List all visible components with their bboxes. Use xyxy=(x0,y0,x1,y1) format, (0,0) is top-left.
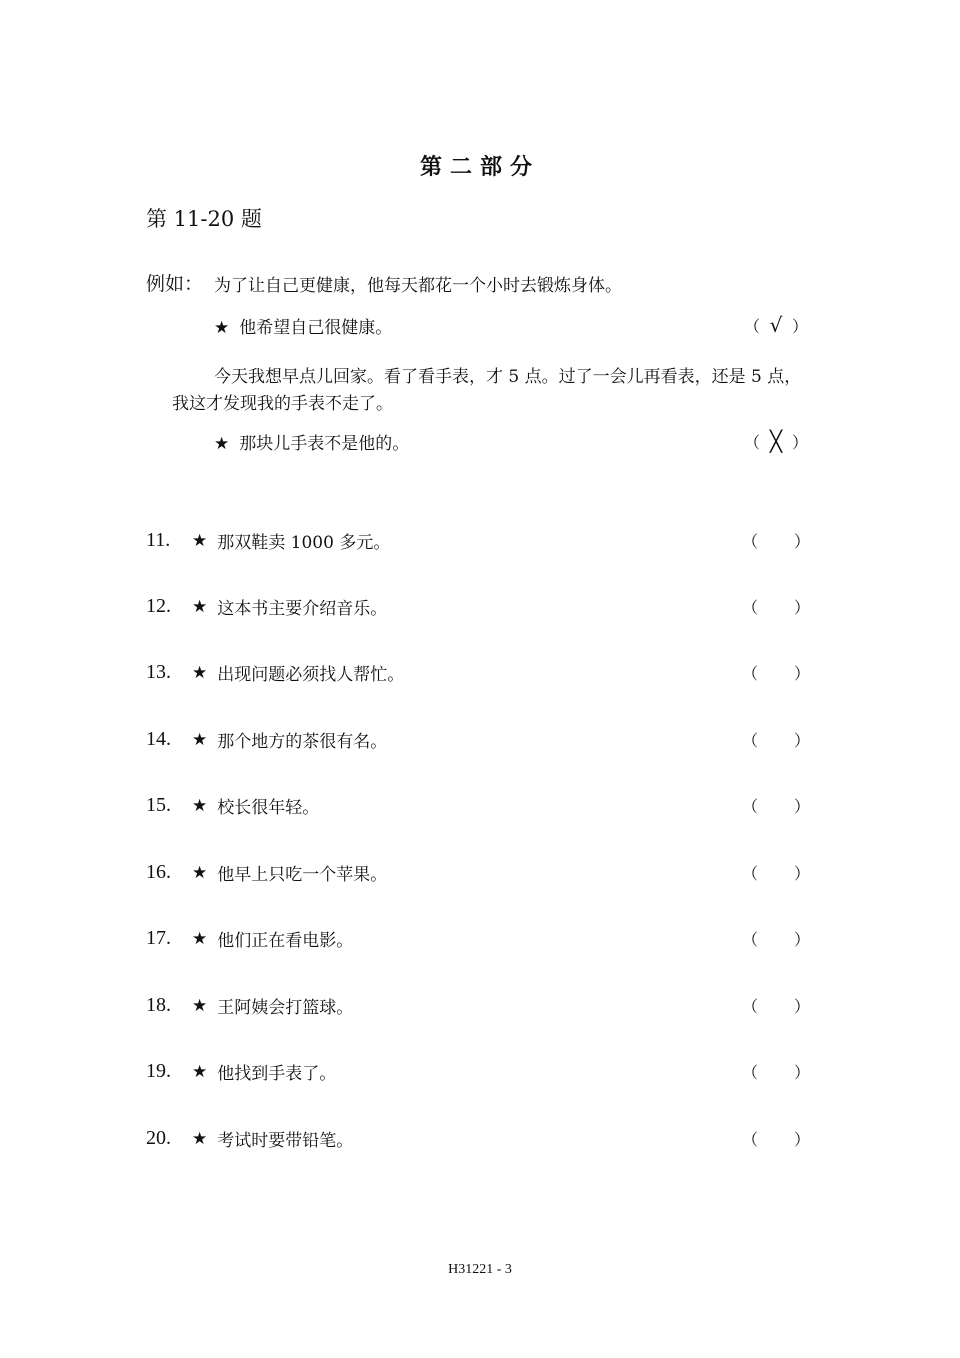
question-number: 15. xyxy=(146,794,171,816)
question-number: 11. xyxy=(146,529,171,551)
statement-text: 他希望自己很健康。 xyxy=(239,318,393,338)
paren-open: （ xyxy=(742,930,759,949)
star-icon: ★ xyxy=(214,318,230,338)
answer-blank[interactable] xyxy=(742,927,810,950)
paren-open: （ xyxy=(742,1063,759,1082)
question-number: 13. xyxy=(146,661,171,683)
question-text: 他找到手表了。 xyxy=(217,1064,337,1084)
star-icon: ★ xyxy=(192,530,208,551)
question-text: 那个地方的茶很有名。 xyxy=(217,732,388,752)
paren-close: ） xyxy=(793,532,810,551)
question-number: 17. xyxy=(146,927,171,949)
star-icon: ★ xyxy=(192,662,208,683)
paren-open: （ xyxy=(742,864,759,883)
paren-open: （ xyxy=(744,432,761,452)
star-icon: ★ xyxy=(192,729,208,750)
answer-blank[interactable] xyxy=(742,994,810,1017)
star-icon: ★ xyxy=(192,928,208,949)
question-number: 12. xyxy=(146,595,171,617)
question-row xyxy=(146,660,810,685)
paren-close: ） xyxy=(793,598,810,617)
example-answer-2 xyxy=(744,429,808,453)
question-row xyxy=(146,926,810,951)
answer-blank[interactable] xyxy=(742,728,810,751)
paren-close: ） xyxy=(793,1063,810,1082)
paren-close: ） xyxy=(793,864,810,883)
star-icon: ★ xyxy=(192,995,208,1016)
paren-close: ） xyxy=(793,731,810,750)
paren-close: ） xyxy=(791,432,808,452)
answer-blank[interactable] xyxy=(742,1060,810,1083)
answer-blank[interactable] xyxy=(742,529,810,552)
question-text: 他们正在看电影。 xyxy=(217,931,354,951)
example-passage-1: 为了让自己更健康，他每天都花一个小时去锻炼身体。 xyxy=(214,276,622,296)
star-icon: ★ xyxy=(192,795,208,816)
paren-open: （ xyxy=(744,316,761,336)
paren-open: （ xyxy=(742,731,759,750)
answer-blank[interactable] xyxy=(742,794,810,817)
question-number: 16. xyxy=(146,861,171,883)
example-answer-1 xyxy=(744,313,808,337)
question-row xyxy=(146,528,810,553)
cross-mark-icon: ╳ xyxy=(769,429,783,453)
section-title: 第二部分 xyxy=(419,155,540,180)
question-text: 出现问题必须找人帮忙。 xyxy=(217,665,405,685)
answer-blank[interactable] xyxy=(742,661,810,684)
question-number: 20. xyxy=(146,1127,171,1149)
paren-close: ） xyxy=(793,797,810,816)
question-row xyxy=(146,594,810,619)
paren-close: ） xyxy=(793,664,810,683)
answer-blank[interactable] xyxy=(742,861,810,884)
answer-blank[interactable] xyxy=(742,595,810,618)
star-icon: ★ xyxy=(192,1061,208,1082)
paren-close: ） xyxy=(791,316,808,336)
paren-close: ） xyxy=(793,997,810,1016)
paren-open: （ xyxy=(742,797,759,816)
star-icon: ★ xyxy=(192,1128,208,1149)
paren-close: ） xyxy=(793,930,810,949)
star-icon: ★ xyxy=(214,434,230,454)
question-row xyxy=(146,727,810,752)
question-text: 王阿姨会打篮球。 xyxy=(217,998,354,1018)
question-row xyxy=(146,1126,810,1151)
example-statement-2 xyxy=(214,429,409,454)
question-row xyxy=(146,860,810,885)
star-icon: ★ xyxy=(192,596,208,617)
example-statement-1 xyxy=(214,313,392,338)
question-text: 校长很年轻。 xyxy=(217,798,320,818)
paren-open: （ xyxy=(742,532,759,551)
question-text: 考试时要带铅笔。 xyxy=(217,1131,354,1151)
page-footer: H31221 - 3 xyxy=(448,1262,512,1277)
example-passage-2: 今天我想早点儿回家。看了看手表，才 5 点。过了一会儿再看表，还是 5 点，我这才发现我的手表不走了。 xyxy=(172,367,802,414)
question-row xyxy=(146,993,810,1018)
paren-open: （ xyxy=(742,598,759,617)
question-text: 他早上只吃一个苹果。 xyxy=(217,865,388,885)
question-number: 18. xyxy=(146,994,171,1016)
question-range: 第 11-20 题 xyxy=(146,207,262,231)
question-number: 19. xyxy=(146,1060,171,1082)
paren-open: （ xyxy=(742,997,759,1016)
question-number: 14. xyxy=(146,728,171,750)
paren-open: （ xyxy=(742,664,759,683)
question-row xyxy=(146,793,810,818)
question-text: 这本书主要介绍音乐。 xyxy=(217,599,388,619)
paren-open: （ xyxy=(742,1130,759,1149)
answer-blank[interactable] xyxy=(742,1127,810,1150)
check-mark-icon: √ xyxy=(769,313,783,337)
question-row xyxy=(146,1059,810,1084)
star-icon: ★ xyxy=(192,862,208,883)
statement-text: 那块儿手表不是他的。 xyxy=(239,434,410,454)
question-text: 那双鞋卖 1000 多元。 xyxy=(217,533,391,553)
example-label: 例如： xyxy=(146,273,204,295)
paren-close: ） xyxy=(793,1130,810,1149)
